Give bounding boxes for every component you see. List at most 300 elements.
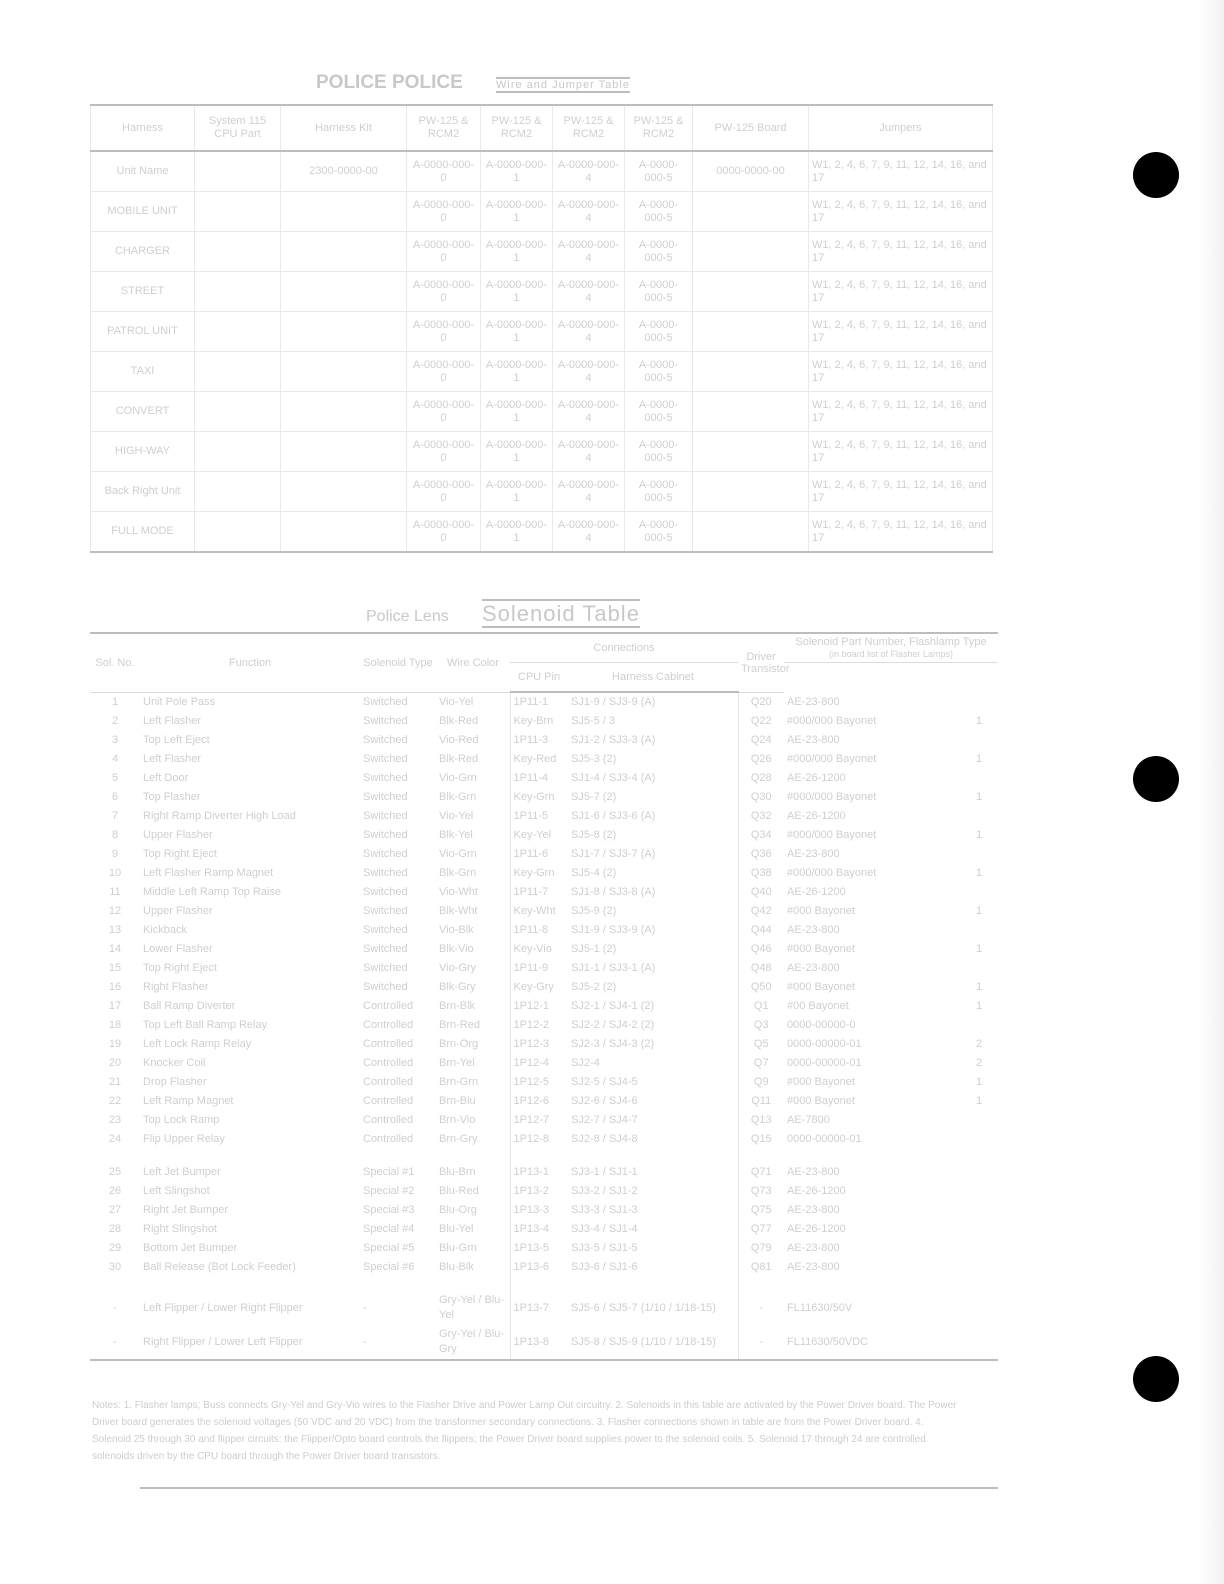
wiring-table-header <box>91 105 993 151</box>
solenoid-cell: Left Ramp Magnet <box>143 1095 234 1107</box>
solenoid-row <box>90 1239 998 1258</box>
solenoid-cell: Controlled <box>363 1038 414 1050</box>
solenoid-cell <box>510 1277 568 1291</box>
solenoid-cell: Q26 <box>738 750 784 769</box>
solenoid-cell <box>960 1258 998 1277</box>
solenoid-cell: Key-Gry <box>510 978 568 997</box>
solenoid-cell: 0000-00000-01 <box>787 1057 862 1069</box>
solenoid-cell: SJ2-2 / SJ4-2 (2) <box>571 1019 655 1031</box>
solenoid-cell: 1P12-7 <box>510 1111 568 1130</box>
wiring-head-cell: PW-125 & RCM2 <box>407 105 481 151</box>
wiring-cell: Unit Name <box>91 151 195 192</box>
solenoid-row <box>90 750 998 769</box>
solenoid-cell: Top Left Eject <box>143 734 210 746</box>
solenoid-cell: Q20 <box>738 692 784 712</box>
solenoid-cell: 1P11-8 <box>510 921 568 940</box>
wiring-cell: W1, 2, 4, 6, 7, 9, 11, 12, 14, 16, and 17 <box>809 312 993 352</box>
solenoid-cell: 1P12-6 <box>510 1092 568 1111</box>
solenoid-notes: Notes: 1. Flasher lamps; Buss connects Gry-Yel and Gry-Vio wires to the Flasher Drive and Power Lamp Out circuitry. 2. Solenoids in this table are activated by the Power Driver board. The Power Driver board generates the solenoid voltages (50 VDC and 20 VDC) from the transformer secondary connections. 3. Flasher connections shown in table are from the Power Driver board. 4. Solenoid 25 through 30 and flipper circuits: the Flipper/Opto board controls the flippers; the Power Driver board supplies power to the solenoid coils. 5. Solenoid 17 through 24 are controlled solenoids driven by the CPU board through the Power Driver board transistors. <box>92 1400 957 1462</box>
solenoid-cell: AE-23-800 <box>787 734 840 746</box>
solenoid-cell: Q15 <box>738 1130 784 1149</box>
solenoid-cell: Switched <box>363 791 408 803</box>
solenoid-cell: Switched <box>363 715 408 727</box>
solenoid-cell: Controlled <box>363 1076 414 1088</box>
wiring-cell: A-0000-000-5 <box>625 151 693 192</box>
solenoid-cell: SJ5-1 (2) <box>571 943 617 955</box>
solenoid-cell: Controlled <box>363 1057 414 1069</box>
solenoid-cell: Key-Grn <box>510 788 568 807</box>
solenoid-cell: 23 <box>108 1114 122 1126</box>
wiring-head-cell: PW-125 & RCM2 <box>553 105 625 151</box>
solenoid-cell: Key-Vio <box>510 940 568 959</box>
solenoid-cell: Brn-Red <box>439 1019 480 1031</box>
solenoid-cell <box>90 1149 140 1163</box>
wiring-row <box>91 392 993 432</box>
sol-head-harness: Harness Cabinet <box>568 663 738 693</box>
solenoid-cell: Blu-Org <box>439 1204 477 1216</box>
solenoid-cell: 1P12-2 <box>510 1016 568 1035</box>
solenoid-cell: 1P13-4 <box>510 1220 568 1239</box>
solenoid-cell: SJ5-7 (2) <box>571 791 617 803</box>
wiring-cell <box>693 192 809 232</box>
solenoid-cell: 1P12-4 <box>510 1054 568 1073</box>
solenoid-cell: Upper Flasher <box>143 829 213 841</box>
solenoid-cell: Knocker Coil <box>143 1057 206 1069</box>
solenoid-cell: Vio-Gry <box>439 962 477 974</box>
solenoid-cell <box>960 807 998 826</box>
solenoid-cell <box>960 1220 998 1239</box>
solenoid-cell: Left Lock Ramp Relay <box>143 1038 252 1050</box>
solenoid-cell: Right Jet Bumper <box>143 1204 228 1216</box>
solenoid-cell: Switched <box>363 734 408 746</box>
wiring-cell: A-0000-000-5 <box>625 352 693 392</box>
solenoid-row <box>90 1035 998 1054</box>
wiring-cell: A-0000-000-4 <box>553 272 625 312</box>
solenoid-cell: Key-Grn <box>510 864 568 883</box>
wiring-cell: W1, 2, 4, 6, 7, 9, 11, 12, 14, 16, and 17 <box>809 352 993 392</box>
solenoid-row <box>90 807 998 826</box>
solenoid-cell: Vio-Yel <box>439 810 474 822</box>
wiring-cell: A-0000-000-4 <box>553 352 625 392</box>
solenoid-cell: Switched <box>363 848 408 860</box>
wiring-cell <box>693 312 809 352</box>
solenoid-cell: 1 <box>975 905 983 917</box>
solenoid-cell: Special #6 <box>363 1261 415 1273</box>
sol-head-part-note: (in board list of Flasher Lamps) <box>828 649 954 659</box>
solenoid-row <box>90 1258 998 1277</box>
solenoid-cell: 21 <box>108 1076 122 1088</box>
wiring-cell: A-0000-000-1 <box>481 312 553 352</box>
wiring-cell: A-0000-000-5 <box>625 512 693 553</box>
solenoid-cell: AE-26-1200 <box>787 810 846 822</box>
wiring-cell <box>195 151 281 192</box>
solenoid-cell: 1P11-9 <box>510 959 568 978</box>
solenoid-cell <box>510 1149 568 1163</box>
solenoid-row <box>90 1291 998 1325</box>
solenoid-cell: 2 <box>975 1038 983 1050</box>
sol-head-part-label: Solenoid Part Number, Flashlamp Type <box>795 636 987 648</box>
wiring-head-cell: PW-125 Board <box>693 105 809 151</box>
solenoid-cell: Blu-Blk <box>439 1261 474 1273</box>
solenoid-cell: Q34 <box>738 826 784 845</box>
wiring-cell: A-0000-000-0 <box>407 512 481 553</box>
solenoid-cell: Controlled <box>363 1019 414 1031</box>
wiring-cell: A-0000-000-1 <box>481 432 553 472</box>
solenoid-cell: SJ2-7 / SJ4-7 <box>571 1114 638 1126</box>
wiring-cell <box>693 472 809 512</box>
wiring-cell: A-0000-000-1 <box>481 192 553 232</box>
solenoid-cell <box>436 1149 510 1163</box>
solenoid-cell: Brn-Blu <box>439 1095 476 1107</box>
solenoid-cell: 1P13-2 <box>510 1182 568 1201</box>
solenoid-cell: Controlled <box>363 1114 414 1126</box>
solenoid-cell: 1P13-8 <box>510 1325 568 1360</box>
solenoid-cell: Key-Brn <box>510 712 568 731</box>
wiring-table-body <box>91 151 993 552</box>
solenoid-cell <box>960 921 998 940</box>
wiring-cell <box>195 472 281 512</box>
solenoid-cell <box>738 1277 784 1291</box>
wiring-cell: W1, 2, 4, 6, 7, 9, 11, 12, 14, 16, and 17 <box>809 472 993 512</box>
solenoid-cell: FL11630/50VDC <box>787 1335 869 1348</box>
solenoid-cell: SJ5-6 / SJ5-7 (1/10 / 1/18-15) <box>571 1301 716 1314</box>
solenoid-cell: 0000-00000-01 <box>787 1038 862 1050</box>
wiring-cell: A-0000-000-1 <box>481 512 553 553</box>
wiring-head-cell: Harness <box>91 105 195 151</box>
solenoid-cell <box>90 1277 140 1291</box>
solenoid-cell: 10 <box>108 867 122 879</box>
solenoid-row <box>90 1201 998 1220</box>
solenoid-cell: Q13 <box>738 1111 784 1130</box>
solenoid-row <box>90 1182 998 1201</box>
solenoid-cell: 3 <box>111 734 119 746</box>
solenoid-cell: 1 <box>975 943 983 955</box>
solenoid-cell: 1P13-3 <box>510 1201 568 1220</box>
wiring-cell <box>281 312 407 352</box>
solenoid-cell: Brn-Blk <box>439 1000 476 1012</box>
solenoid-cell: AE-26-1200 <box>787 886 846 898</box>
solenoid-cell: 6 <box>111 791 119 803</box>
solenoid-row-gap <box>90 1277 998 1291</box>
solenoid-cell: Blu-Yel <box>439 1223 474 1235</box>
solenoid-cell: Vio-Wht <box>439 886 478 898</box>
wiring-cell: A-0000-000-5 <box>625 472 693 512</box>
solenoid-cell: 19 <box>108 1038 122 1050</box>
solenoid-cell: Switched <box>363 753 408 765</box>
solenoid-cell: 0000-00000-0 <box>787 1019 856 1031</box>
wiring-title-part-b: Wire and Jumper Table <box>496 79 630 91</box>
wiring-row <box>91 272 993 312</box>
solenoid-cell: Left Door <box>143 772 189 784</box>
solenoid-cell <box>960 769 998 788</box>
solenoid-cell <box>960 1239 998 1258</box>
wiring-cell: W1, 2, 4, 6, 7, 9, 11, 12, 14, 16, and 17 <box>809 512 993 553</box>
solenoid-cell: 12 <box>108 905 122 917</box>
solenoid-cell: Q40 <box>738 883 784 902</box>
solenoid-cell: Special #4 <box>363 1223 415 1235</box>
solenoid-cell: Controlled <box>363 1000 414 1012</box>
solenoid-cell: Q30 <box>738 788 784 807</box>
solenoid-cell: Lower Flasher <box>143 943 213 955</box>
solenoid-cell: 1 <box>975 1095 983 1107</box>
solenoid-cell: SJ5-3 (2) <box>571 753 617 765</box>
wiring-cell: STREET <box>91 272 195 312</box>
solenoid-cell <box>360 1277 436 1291</box>
solenoid-cell: 2 <box>111 715 119 727</box>
solenoid-cell: Left Flasher Ramp Magnet <box>143 867 274 879</box>
solenoid-cell: 1P11-6 <box>510 845 568 864</box>
solenoid-cell: 1 <box>111 695 119 708</box>
solenoid-cell: Q71 <box>738 1163 784 1182</box>
solenoid-cell: 1 <box>975 1000 983 1012</box>
solenoid-cell: Q42 <box>738 902 784 921</box>
solenoid-cell: Special #1 <box>363 1166 415 1178</box>
solenoid-cell: 1P13-1 <box>510 1163 568 1182</box>
solenoid-cell: Q9 <box>738 1073 784 1092</box>
solenoid-cell: 2 <box>975 1057 983 1069</box>
solenoid-cell: Blk-Gry <box>439 981 476 993</box>
solenoid-cell <box>568 1149 738 1163</box>
solenoid-cell: SJ5-8 / SJ5-9 (1/10 / 1/18-15) <box>571 1335 716 1348</box>
wiring-cell: A-0000-000-5 <box>625 272 693 312</box>
solenoid-cell: Switched <box>363 943 408 955</box>
solenoid-cell: #000/000 Bayonet <box>787 829 877 841</box>
solenoid-cell: Q46 <box>738 940 784 959</box>
solenoid-cell: Blk-Wht <box>439 905 478 917</box>
solenoid-row <box>90 769 998 788</box>
solenoid-cell: AE-26-1200 <box>787 1185 846 1197</box>
solenoid-cell: 18 <box>108 1019 122 1031</box>
solenoid-cell <box>960 1163 998 1182</box>
solenoid-row <box>90 1163 998 1182</box>
solenoid-row <box>90 731 998 750</box>
wiring-cell <box>281 192 407 232</box>
wiring-table-title <box>316 72 658 94</box>
solenoid-cell: 1P12-3 <box>510 1035 568 1054</box>
solenoid-cell: Q24 <box>738 731 784 750</box>
solenoid-cell: Left Slingshot <box>143 1185 210 1197</box>
solenoid-cell: Vio-Blk <box>439 924 474 936</box>
solenoid-row <box>90 883 998 902</box>
solenoid-cell: Special #3 <box>363 1204 415 1216</box>
wiring-cell <box>195 392 281 432</box>
sol-head-cpu: CPU Pin <box>510 663 568 693</box>
wiring-cell: A-0000-000-1 <box>481 232 553 272</box>
solenoid-cell: Vio-Yel <box>439 695 474 708</box>
wiring-cell: A-0000-000-0 <box>407 392 481 432</box>
solenoid-table-body <box>90 692 998 1360</box>
solenoid-row <box>90 1130 998 1149</box>
solenoid-cell: Blk-Vio <box>439 943 474 955</box>
solenoid-cell: SJ3-6 / SJ1-6 <box>571 1261 638 1273</box>
solenoid-cell: FL11630/50V <box>787 1301 853 1314</box>
solenoid-cell: 5 <box>111 772 119 784</box>
solenoid-row <box>90 997 998 1016</box>
solenoid-table-title <box>366 601 668 627</box>
wiring-cell: A-0000-000-1 <box>481 472 553 512</box>
solenoid-cell: AE-23-800 <box>787 1242 840 1254</box>
solenoid-cell: SJ5-9 (2) <box>571 905 617 917</box>
wiring-cell: A-0000-000-4 <box>553 151 625 192</box>
solenoid-cell: 1P11-7 <box>510 883 568 902</box>
wiring-cell: A-0000-000-4 <box>553 392 625 432</box>
solenoid-cell: Brn-Org <box>439 1038 479 1050</box>
solenoid-cell: 1 <box>975 715 983 727</box>
solenoid-cell: Brn-Vio <box>439 1114 476 1126</box>
solenoid-cell: SJ5-5 / 3 <box>571 715 616 727</box>
solenoid-row <box>90 845 998 864</box>
wiring-head-cell: Jumpers <box>809 105 993 151</box>
solenoid-group-header-row <box>90 633 998 663</box>
page-edge-shadow <box>1198 0 1224 1584</box>
solenoid-cell: Switched <box>363 772 408 784</box>
wiring-cell: A-0000-000-5 <box>625 432 693 472</box>
wiring-cell <box>195 352 281 392</box>
solenoid-cell: AE-23-800 <box>787 848 840 860</box>
solenoid-cell: 1 <box>975 829 983 841</box>
binder-hole-bottom <box>1133 1356 1179 1402</box>
solenoid-cell: Controlled <box>363 1095 414 1107</box>
solenoid-table <box>90 632 998 1361</box>
solenoid-cell: Q36 <box>738 845 784 864</box>
wiring-cell: A-0000-000-1 <box>481 392 553 432</box>
wiring-cell: A-0000-000-4 <box>553 472 625 512</box>
solenoid-cell: SJ1-9 / SJ3-9 (A) <box>571 696 656 708</box>
solenoid-cell: Top Lock Ramp <box>143 1114 220 1126</box>
solenoid-cell: 22 <box>108 1095 122 1107</box>
solenoid-cell <box>568 1277 738 1291</box>
solenoid-row <box>90 1073 998 1092</box>
solenoid-cell <box>960 1016 998 1035</box>
solenoid-cell: 8 <box>111 829 119 841</box>
solenoid-cell: AE-23-800 <box>787 1261 840 1273</box>
wiring-cell: 0000-0000-00 <box>693 151 809 192</box>
solenoid-cell <box>140 1277 360 1291</box>
solenoid-cell: Blu-Grn <box>439 1242 477 1254</box>
solenoid-cell: Key-Yel <box>510 826 568 845</box>
wiring-cell: A-0000-000-0 <box>407 472 481 512</box>
solenoid-cell: 9 <box>111 848 119 860</box>
solenoid-row <box>90 959 998 978</box>
solenoid-cell: Q7 <box>738 1054 784 1073</box>
solenoid-cell: Q73 <box>738 1182 784 1201</box>
solenoid-cell: Brn-Grn <box>439 1076 479 1088</box>
wiring-row <box>91 352 993 392</box>
wiring-row <box>91 512 993 553</box>
solenoid-cell: 13 <box>108 924 122 936</box>
solenoid-cell <box>960 1182 998 1201</box>
solenoid-cell: - <box>363 1335 367 1348</box>
solenoid-row <box>90 921 998 940</box>
solenoid-cell: #000 Bayonet <box>787 943 855 955</box>
wiring-cell <box>693 432 809 472</box>
solenoid-cell: 30 <box>108 1261 122 1273</box>
wiring-cell: A-0000-000-0 <box>407 151 481 192</box>
solenoid-cell: Top Flasher <box>143 791 201 803</box>
solenoid-row <box>90 902 998 921</box>
solenoid-cell: SJ2-1 / SJ4-1 (2) <box>571 1000 655 1012</box>
solenoid-title-part-a: Police Lens <box>366 608 449 625</box>
wiring-cell: A-0000-000-1 <box>481 272 553 312</box>
wiring-cell: A-0000-000-5 <box>625 192 693 232</box>
wiring-cell: A-0000-000-1 <box>481 352 553 392</box>
wiring-cell <box>281 512 407 553</box>
wiring-cell <box>195 432 281 472</box>
solenoid-cell: #00 Bayonet <box>787 1000 849 1012</box>
sol-head-wire: Wire Color <box>436 633 510 692</box>
sol-head-type: Solenoid Type <box>360 633 436 692</box>
solenoid-cell <box>140 1149 360 1163</box>
wiring-cell: CONVERT <box>91 392 195 432</box>
solenoid-cell <box>960 1291 998 1325</box>
wiring-cell <box>195 192 281 232</box>
solenoid-cell: Switched <box>363 695 408 708</box>
solenoid-row <box>90 788 998 807</box>
solenoid-cell: - <box>113 1335 117 1348</box>
solenoid-cell: SJ1-9 / SJ3-9 (A) <box>571 924 656 936</box>
solenoid-row <box>90 826 998 845</box>
wiring-cell <box>281 432 407 472</box>
solenoid-cell: Q32 <box>738 807 784 826</box>
solenoid-cell <box>960 1325 998 1360</box>
wiring-cell: A-0000-000-1 <box>481 151 553 192</box>
solenoid-cell: 1 <box>975 867 983 879</box>
wiring-cell: W1, 2, 4, 6, 7, 9, 11, 12, 14, 16, and 17 <box>809 432 993 472</box>
solenoid-cell <box>960 692 998 712</box>
solenoid-cell: Ball Release (Bot Lock Feeder) <box>143 1261 296 1273</box>
solenoid-cell: Blk-Yel <box>439 829 473 841</box>
wiring-cell <box>195 312 281 352</box>
solenoid-cell: 0000-00000-01 <box>787 1133 862 1145</box>
solenoid-cell: 1 <box>975 1076 983 1088</box>
solenoid-cell: SJ2-3 / SJ4-3 (2) <box>571 1038 655 1050</box>
wiring-cell: CHARGER <box>91 232 195 272</box>
wiring-cell: MOBILE UNIT <box>91 192 195 232</box>
solenoid-cell: #000/000 Bayonet <box>787 867 877 879</box>
solenoid-cell: 11 <box>109 886 121 898</box>
wiring-head-cell: PW-125 & RCM2 <box>481 105 553 151</box>
wiring-row <box>91 432 993 472</box>
solenoid-cell: SJ2-4 <box>571 1057 600 1069</box>
wiring-row <box>91 232 993 272</box>
solenoid-row <box>90 1092 998 1111</box>
solenoid-cell: AE-23-800 <box>787 962 840 974</box>
solenoid-cell: Q28 <box>738 769 784 788</box>
solenoid-cell <box>960 1201 998 1220</box>
solenoid-cell: Q50 <box>738 978 784 997</box>
solenoid-cell: 16 <box>108 981 122 993</box>
solenoid-cell: Vio-Grn <box>439 772 477 784</box>
solenoid-cell: SJ1-7 / SJ3-7 (A) <box>571 848 656 860</box>
solenoid-cell: Vio-Red <box>439 734 479 746</box>
solenoid-cell: SJ1-2 / SJ3-3 (A) <box>571 734 656 746</box>
solenoid-row-gap <box>90 1149 998 1163</box>
solenoid-title-part-b: Solenoid Table <box>482 601 640 626</box>
solenoid-cell: Right Slingshot <box>143 1223 217 1235</box>
wiring-head-cell: Harness Kit <box>281 105 407 151</box>
solenoid-cell: 25 <box>108 1166 122 1178</box>
solenoid-cell: AE-23-800 <box>787 924 840 936</box>
solenoid-cell: 1 <box>975 791 983 803</box>
solenoid-row <box>90 1220 998 1239</box>
solenoid-cell: Switched <box>363 924 408 936</box>
wiring-title-part-a: POLICE POLICE <box>316 72 463 93</box>
wiring-cell: W1, 2, 4, 6, 7, 9, 11, 12, 14, 16, and 17 <box>809 232 993 272</box>
wiring-cell: A-0000-000-0 <box>407 232 481 272</box>
wiring-cell: TAXI <box>91 352 195 392</box>
solenoid-cell: #000/000 Bayonet <box>787 715 877 727</box>
solenoid-cell: SJ1-4 / SJ3-4 (A) <box>571 772 656 784</box>
